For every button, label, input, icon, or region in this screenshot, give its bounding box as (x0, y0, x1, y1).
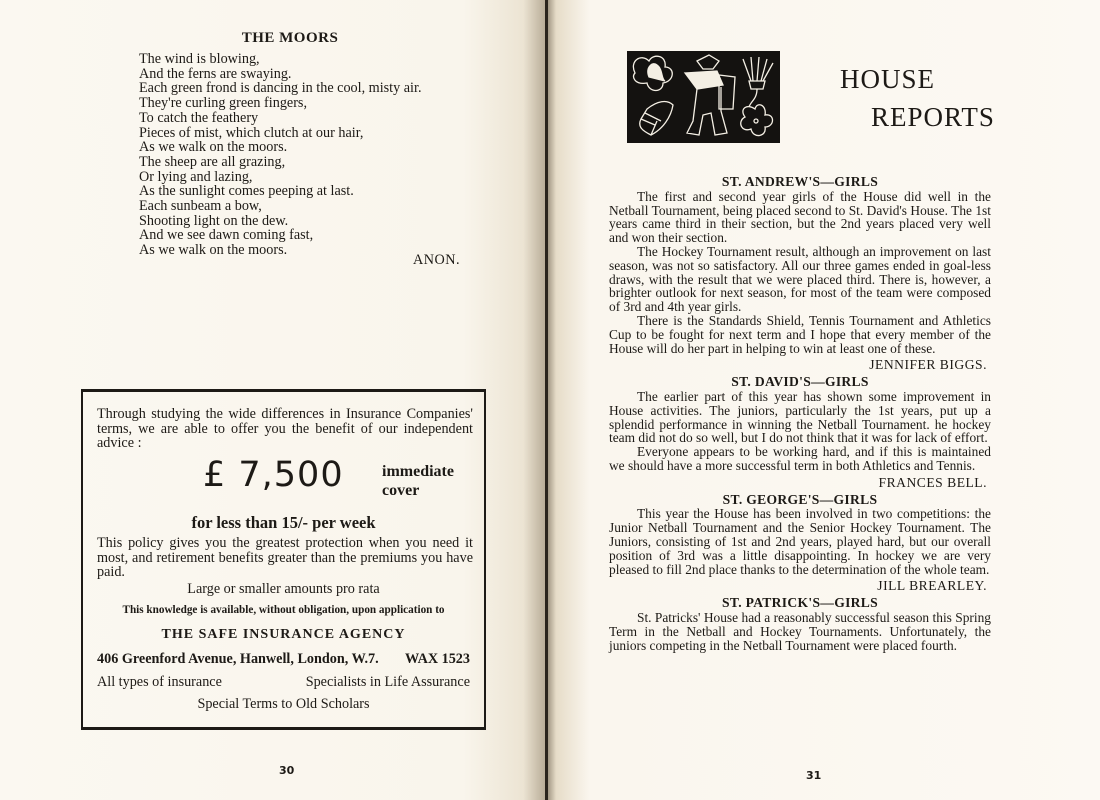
report-st-georges (609, 493, 991, 594)
house-reports (609, 175, 991, 652)
advert-address-line (97, 651, 470, 668)
report-paragraph: There is the Standards Shield, Tennis Tournament and Athletics Cup to be fought for next term and I hope that every member of the House will do her part in helping to win at least one of these. (609, 312, 991, 356)
poem-line: Shooting light on the dew. (139, 212, 289, 229)
poem-line: Each green frond is dancing in the cool, misty air. (139, 80, 422, 97)
advert-types: All types of insurance (97, 674, 222, 690)
report-signoff: JILL BREARLEY. (877, 578, 987, 594)
poem-line: As we walk on the moors. (139, 139, 288, 156)
poem-line: Pieces of mist, which clutch at our hair, (139, 124, 364, 141)
section-title: ST. PATRICK'S—GIRLS (721, 595, 879, 611)
advert-specialists: Specialists in Life Assurance (305, 674, 470, 690)
advert-cover-line2: cover (382, 482, 420, 499)
poem-line: They're curling green fingers, (139, 95, 308, 112)
report-st-patricks (609, 596, 991, 652)
advert-knowledge: This knowledge is available, without obligation, upon application to (122, 604, 445, 616)
section-title: ST. DAVID'S—GIRLS (731, 374, 869, 390)
advert-policy: This policy gives you the greatest protection when you need it most, and retirement benefits greater than the premiums you have paid. (97, 535, 473, 580)
advert-special-terms: Special Terms to Old Scholars (197, 696, 370, 712)
poem-line: To catch the feathery (139, 109, 259, 126)
poem-body (139, 52, 422, 258)
report-paragraph: This year the House has been involved in two competitions: the Junior Netball Tournament and the Senior Hockey Tournament. The Juniors, consisting of 1st and 2nd years, played hard, but our overall position of 3rd was a little disappointing. In hockey we are very pleased to fill 2nd place thanks to the determination of the whole team. (609, 506, 991, 577)
poem-line: Or lying and lazing, (139, 168, 253, 185)
section-title: ST. ANDREW'S—GIRLS (721, 174, 879, 189)
poem-title: THE MOORS (241, 30, 339, 46)
advert-weekly-price: for less than 15/- per week (191, 513, 376, 532)
report-paragraph: The Hockey Tournament result, although an improvement on last season, was not so satisfactory. All our three games ended in goal-less draws, with the result that we were placed third. There is, however, a brighter outlook for next season, for most of the team were composed of 3rd and 4th year girls. (609, 243, 991, 315)
poem-line: And we see dawn coming fast, (139, 227, 314, 244)
report-st-andrews (609, 175, 991, 372)
advert-phone: WAX 1523 (404, 651, 470, 667)
report-signoff: FRANCES BELL. (878, 474, 987, 490)
advert-agency-name: THE SAFE INSURANCE AGENCY (161, 627, 406, 642)
advert-amount: £ 7,500 (203, 455, 344, 495)
poem-line: As we walk on the moors. (139, 242, 288, 259)
poem-author: ANON. (413, 252, 461, 268)
house-reports-heading-line1: HOUSE (840, 64, 936, 94)
poem-line: The sheep are all grazing, (139, 153, 286, 170)
insurance-advert (81, 389, 486, 730)
woodcut-illustration (627, 51, 780, 143)
section-title: ST. GEORGE'S—GIRLS (722, 491, 878, 507)
advert-address: 406 Greenford Avenue, Hanwell, London, W.7. (97, 651, 379, 667)
house-reports-heading-line2: REPORTS (871, 102, 995, 132)
report-paragraph: Everyone appears to be working hard, and if this is maintained we should have a more successful term in both Athletics and Tennis. (609, 444, 991, 473)
poem-line: As the sunlight comes peeping at last. (139, 183, 354, 200)
advert-cover-line1: immediate (382, 463, 454, 480)
report-paragraph: The earlier part of this year has shown some improvement in House activities. The juniors, particularly the 1st years, put up a splendid performance in winning the Netball Tournament. he hockey team did not do so well, but I do not think that it was for lack of effort. (609, 388, 991, 446)
poem-line: The wind is blowing, (139, 51, 260, 67)
report-st-davids (609, 375, 991, 489)
poem-line: Each sunbeam a bow, (139, 198, 262, 215)
page-number-right: 31 (806, 769, 822, 782)
report-paragraph: The first and second year girls of the House did well in the Netball Tournament, being placed second to St. David's House. The 1st years came third in their section, but the 2nd years placed very well and won their section. (609, 188, 991, 246)
report-signoff: JENNIFER BIGGS. (869, 357, 987, 373)
book-spine (545, 0, 548, 800)
poem-line: And the ferns are swaying. (139, 65, 292, 82)
advert-pro-rata: Large or smaller amounts pro rata (187, 581, 380, 597)
advert-intro: Through studying the wide differences in Insurance Companies' terms, we are able to offer you the benefit of our independent advice : (97, 406, 473, 451)
advert-cover (382, 462, 454, 500)
woodcut-emblems-icon (627, 51, 780, 143)
page-number-left: 30 (279, 764, 295, 777)
advert-types-line (97, 674, 470, 691)
report-paragraph: St. Patricks' House had a reasonably successful season this Spring Term in the Netball and Hockey Tournaments. Unfortunately, the juniors competing in the Netball Tournament were placed fourth. (609, 609, 991, 653)
